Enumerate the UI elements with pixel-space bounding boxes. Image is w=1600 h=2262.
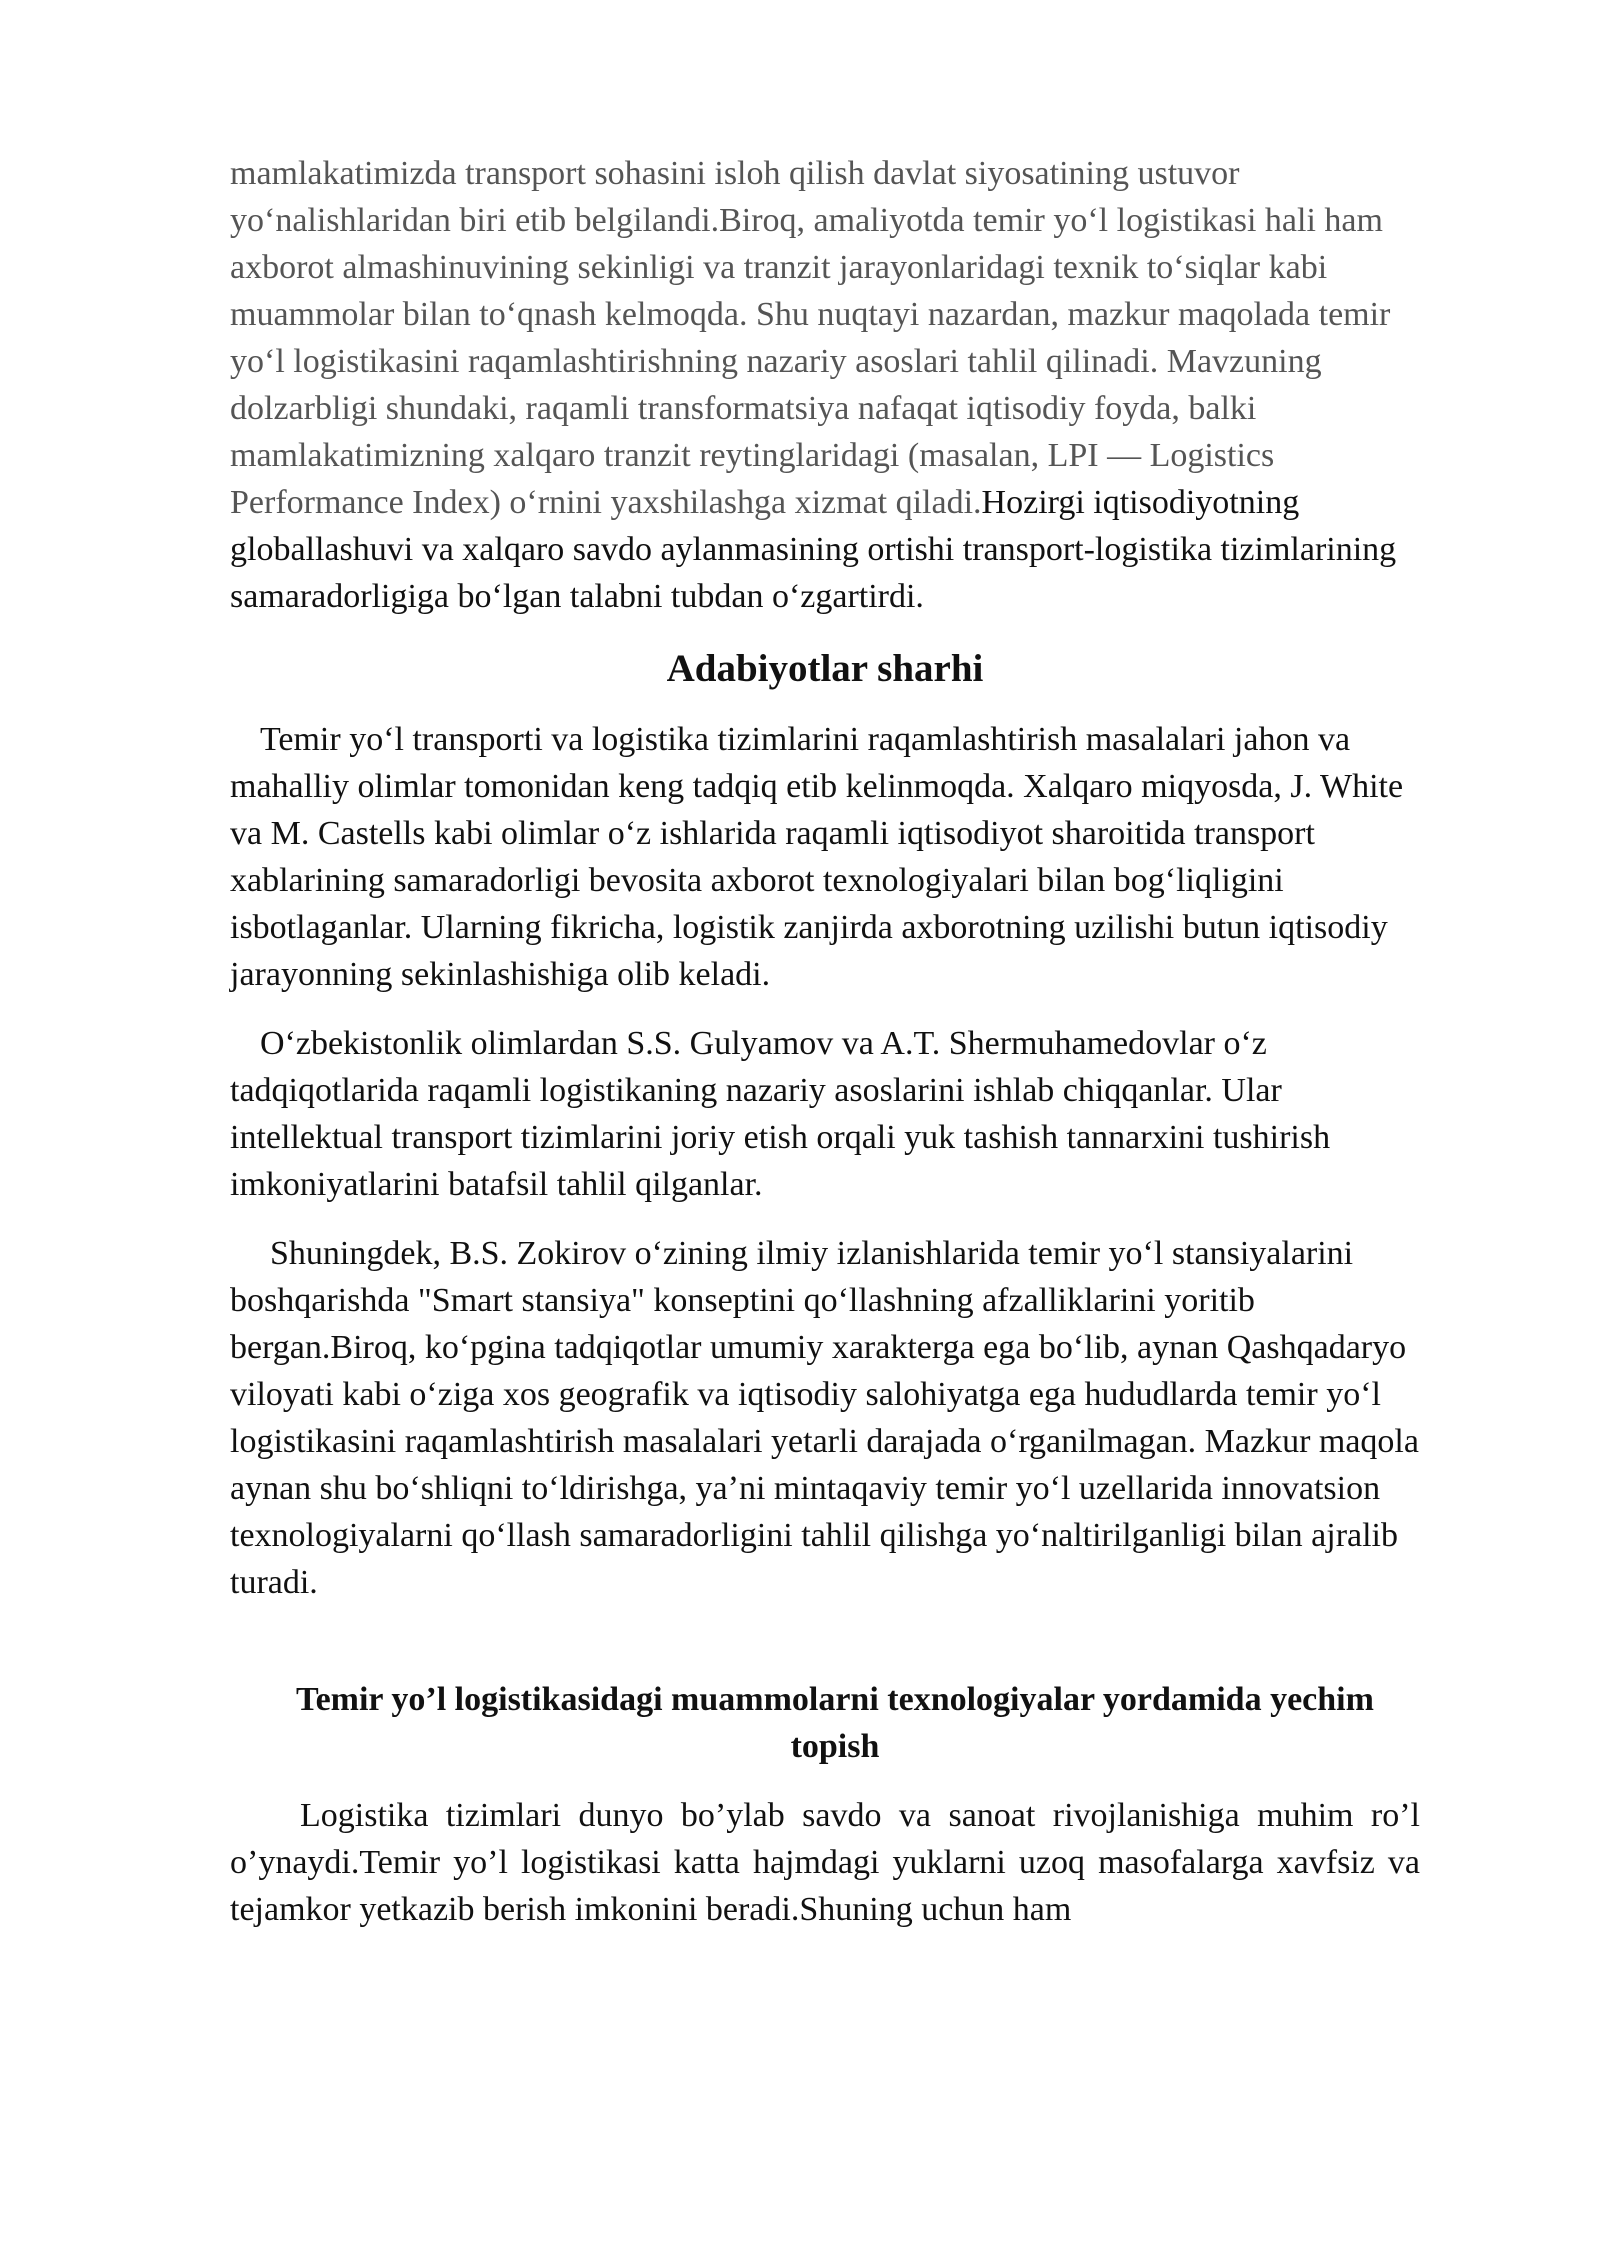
document-page: [230, 150, 1420, 1933]
intro-paragraph: [230, 150, 1420, 620]
intro-gray-text: mamlakatimizda transport sohasini isloh qilish davlat siyosatining ustuvor yoʻnalishlaridan biri etib belgilandi.Biroq, amaliyotda temir yoʻl logistikasi hali ham axborot almashinuvining sekinligi va tranzit jarayonlaridagi texnik toʻsiqlar kabi muammolar bilan toʻqnash kelmoqda. Shu nuqtayi nazardan, mazkur maqolada temir yoʻl logistikasini raqamlashtirishning nazariy asoslari tahlil qilinadi. Mavzuning dolzarbligi shundaki, raqamli transformatsiya nafaqat iqtisodiy foyda, balki mamlakatimizning xalqaro tranzit reytinglaridagi (masalan, LPI — Logistics Performance Index) oʻrnini yaxshilashga xizmat qiladi.: [230, 155, 1391, 521]
literature-paragraph-2: Oʻzbekistonlik olimlardan S.S. Gulyamov va A.T. Shermuhamedovlar oʻz tadqiqotlarida raqamli logistikaning nazariy asoslarini ishlab chiqqanlar. Ular intellektual transport tizimlarini joriy etish orqali yuk tashish tannarxini tushirish imkoniyatlarini batafsil tahlil qilganlar.: [230, 1025, 1331, 1203]
intro-black-text: Hozirgi iqtisodiyotning globallashuvi va xalqaro savdo aylanmasining ortishi transport-logistika tizimlarining samaradorligiga boʻlgan talabni tubdan oʻzgartirdi.: [230, 484, 1397, 615]
literature-paragraph-3: Shuningdek, B.S. Zokirov oʻzining ilmiy izlanishlarida temir yoʻl stansiyalarini boshqarishda "Smart stansiya" konseptini qoʻllashning afzalliklarini yoritib bergan.Biroq, koʻpgina tadqiqotlar umumiy xarakterga ega boʻlib, aynan Qashqadaryo viloyati kabi oʻziga xos geografik va iqtisodiy salohiyatga ega hududlarda temir yoʻl logistikasini raqamlashtirish masalalari yetarli darajada oʻrganilmagan. Mazkur maqola aynan shu boʻshliqni toʻldirishga, yaʼni mintaqaviy temir yoʻl uzellarida innovatsion texnologiyalarni qoʻllash samaradorligini tahlil qilishga yoʻnaltirilganligi bilan ajralib turadi.: [230, 1235, 1419, 1601]
literature-review-heading: Adabiyotlar sharhi: [666, 647, 984, 690]
literature-paragraph-1: Temir yoʻl transporti va logistika tizimlarini raqamlashtirish masalalari jahon va mahalliy olimlar tomonidan keng tadqiq etib kelinmoqda. Xalqaro miqyosda, J. White va M. Castells kabi olimlar oʻz ishlarida raqamli iqtisodiyot sharoitida transport xablarining samaradorligi bevosita axborot texnologiyalari bilan bogʻliqligini isbotlaganlar. Ularning fikricha, logistik zanjirda axborotning uzilishi butun iqtisodiy jarayonning sekinlashishiga olib keladi.: [230, 721, 1404, 993]
solutions-paragraph: Logistika tizimlari dunyo bo’ylab savdo va sanoat rivojlanishiga muhim ro’l o’ynaydi.Temir yo’l logistikasi katta hajmdagi yuklarni uzoq masofalarga xavfsiz va tejamkor yetkazib berish imkonini beradi.Shuning uchun ham: [230, 1797, 1420, 1928]
solutions-heading: Temir yo’l logistikasidagi muammolarni texnologiyalar yordamida yechim topish: [296, 1681, 1374, 1765]
